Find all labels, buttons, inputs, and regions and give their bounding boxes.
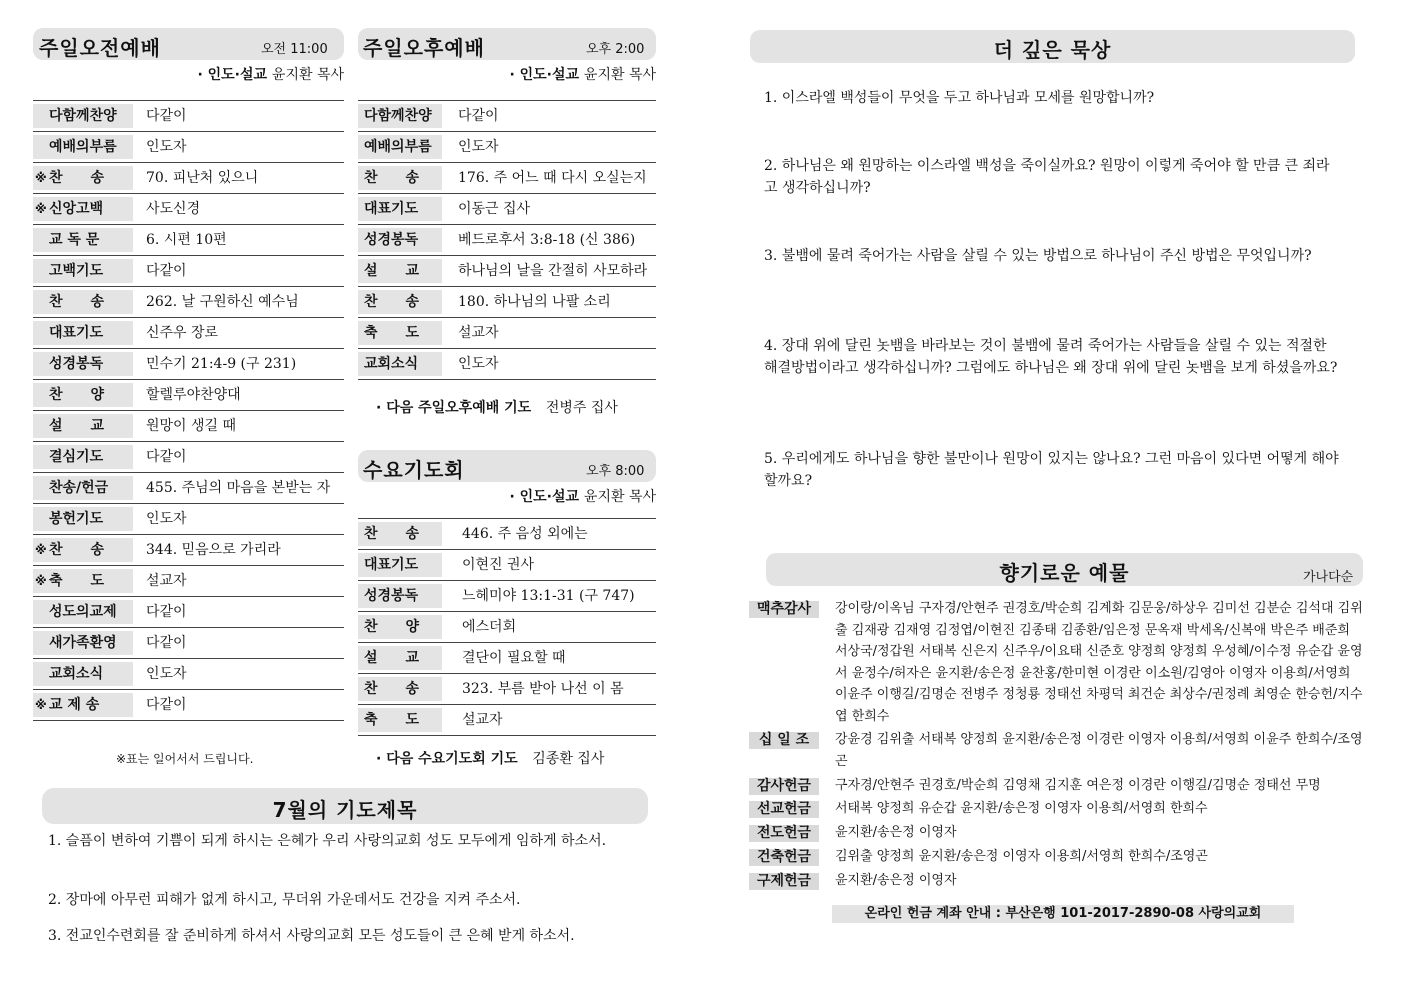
- order-value: 70. 피난처 있으니: [146, 170, 259, 186]
- order-label: 성도의교제: [33, 600, 133, 624]
- order-label: 설 교: [358, 646, 442, 670]
- next-wednesday-prayer-name: 김종환 집사: [532, 751, 605, 767]
- prayer-topics-title: 7월의 기도제목: [272, 798, 418, 822]
- order-value: 인도자: [146, 666, 187, 682]
- order-label: 찬 송: [358, 290, 442, 314]
- order-label: 예배의부름: [33, 135, 133, 159]
- order-label: 대표기도: [358, 197, 442, 221]
- order-label: 찬 양: [358, 615, 442, 639]
- order-label: 다함께찬양: [33, 104, 133, 128]
- order-label: 찬 송: [33, 290, 133, 314]
- afternoon-leader-name: 윤지환 목사: [583, 67, 656, 83]
- afternoon-order-table: [358, 100, 656, 380]
- order-row: [33, 101, 344, 132]
- order-value: 결단이 필요할 때: [462, 650, 566, 666]
- order-row: [33, 473, 344, 504]
- prayer-item-1: 1. 슬픔이 변하여 기쁨이 되게 하시는 은혜가 우리 사랑의교회 성도 모두에게 임하게 하소서.: [48, 833, 607, 849]
- morning-service-header: [33, 28, 344, 60]
- prayer-item-3: 3. 전교인수련회를 잘 준비하게 하셔서 사랑의교회 모든 성도들이 큰 은혜 받게 하소서.: [48, 928, 575, 944]
- order-value: 인도자: [458, 139, 499, 155]
- offering-header: [766, 553, 1363, 586]
- order-label: 교 제 송: [33, 693, 133, 717]
- online-offering-account: 온라인 헌금 계좌 안내 : 부산은행 101-2017-2890-08 사랑의교회: [832, 905, 1294, 923]
- order-label: 찬 송: [33, 166, 133, 190]
- meditation-question-2: 2. 하나님은 왜 원망하는 이스라엘 백성을 죽이실까요? 원망이 이렇게 죽어야 할 만큼 큰 죄라고 생각하십니까?: [764, 158, 1330, 196]
- order-value: 다같이: [146, 263, 187, 279]
- order-value: 323. 부름 받아 나선 이 몸: [462, 681, 624, 697]
- order-row: [33, 287, 344, 318]
- order-label: 성경봉독: [358, 584, 442, 608]
- meditation-question-4: 4. 장대 위에 달린 놋뱀을 바라보는 것이 불뱀에 물려 죽어가는 사람들을 살릴 수 있는 적절한 해결방법이라고 생각하십니까? 그럼에도 하나님은 왜 장대 위에 달린 놋뱀을 보게 하셨을까요?: [764, 338, 1338, 376]
- order-row: [358, 287, 656, 318]
- order-value: 다같이: [146, 604, 187, 620]
- offering-label: 건축헌금: [749, 849, 819, 866]
- order-label: 설 교: [358, 259, 442, 283]
- afternoon-service-time: 오후 2:00: [586, 42, 645, 57]
- order-value: 다같이: [146, 449, 187, 465]
- standing-mark: ※: [35, 698, 47, 712]
- order-label: 다함께찬양: [358, 104, 442, 128]
- standing-note: ※표는 일어서서 드립니다.: [116, 752, 254, 766]
- order-row: [33, 318, 344, 349]
- morning-service-title: 주일오전예배: [39, 36, 161, 60]
- order-row: [358, 318, 656, 349]
- order-value: 다같이: [146, 697, 187, 713]
- order-value: 344. 믿음으로 가리라: [146, 542, 281, 558]
- order-label: 설 교: [33, 414, 133, 438]
- order-row: [33, 597, 344, 628]
- standing-mark: ※: [35, 202, 47, 216]
- order-row: [33, 504, 344, 535]
- order-row: [358, 101, 656, 132]
- order-label: 새가족환영: [33, 631, 133, 655]
- morning-service-time: 오전 11:00: [261, 42, 328, 57]
- order-label: 찬 송: [33, 538, 133, 562]
- meditation-question-5: 5. 우리에게도 하나님을 향한 불만이나 원망이 있지는 않나요? 그런 마음이 있다면 어떻게 해야 할까요?: [764, 451, 1339, 489]
- offering-label: 십 일 조: [749, 732, 819, 749]
- order-row: [33, 659, 344, 690]
- prayer-topics-header: [42, 788, 648, 824]
- next-afternoon-prayer-label: · 다음 주일오후예배 기도: [376, 400, 532, 416]
- order-row: [358, 705, 656, 736]
- order-row: [33, 690, 344, 721]
- order-label: 축 도: [33, 569, 133, 593]
- order-row: [358, 643, 656, 674]
- wednesday-order-table: [358, 518, 656, 736]
- order-label: 성경봉독: [33, 352, 133, 376]
- offering-title: 향기로운 예물: [999, 561, 1130, 585]
- order-value: 이동근 집사: [458, 201, 531, 217]
- order-value: 인도자: [458, 356, 499, 372]
- order-value: 176. 주 어느 때 다시 오실는지: [458, 170, 647, 186]
- offering-label: 감사헌금: [749, 778, 819, 795]
- order-value: 인도자: [146, 139, 187, 155]
- order-value: 느헤미야 13:1-31 (구 747): [462, 588, 635, 604]
- order-row: [358, 349, 656, 380]
- order-row: [33, 256, 344, 287]
- order-value: 455. 주님의 마음을 본받는 자: [146, 480, 331, 496]
- order-value: 다같이: [146, 635, 187, 651]
- order-row: [358, 225, 656, 256]
- offering-names: 구자경/안현주 권경호/박순희 김영채 김지훈 여은정 이경란 이행길/김명순 정태선 무명: [835, 778, 1321, 793]
- meditation-question-1: 1. 이스라엘 백성들이 무엇을 두고 하나님과 모세를 원망합니까?: [764, 90, 1155, 106]
- order-label: 교회소식: [33, 662, 133, 686]
- order-label: 결심기도: [33, 445, 133, 469]
- offering-names: 서태복 양정희 유순갑 윤지환/송은정 이영자 이용희/서영희 한희수: [835, 801, 1208, 816]
- wednesday-leader-name: 윤지환 목사: [583, 489, 656, 505]
- order-row: [33, 163, 344, 194]
- afternoon-service-header: [358, 28, 656, 60]
- morning-leader-label: · 인도·설교: [197, 67, 268, 83]
- order-value: 262. 날 구원하신 예수님: [146, 294, 299, 310]
- order-label: 대표기도: [358, 553, 442, 577]
- order-row: [358, 163, 656, 194]
- order-row: [33, 225, 344, 256]
- order-row: [33, 442, 344, 473]
- order-value: 인도자: [146, 511, 187, 527]
- next-afternoon-prayer: [376, 397, 618, 417]
- afternoon-leader-label: · 인도·설교: [509, 67, 580, 83]
- morning-leader: [100, 64, 344, 84]
- meditation-title: 더 깊은 묵상: [993, 38, 1112, 62]
- order-value: 설교자: [462, 712, 503, 728]
- order-label: 찬 송: [358, 522, 442, 546]
- standing-mark: ※: [35, 543, 47, 557]
- next-afternoon-prayer-name: 전병주 집사: [545, 400, 618, 416]
- offering-names: 강이랑/이옥님 구자경/안현주 권경호/박순희 김계화 김문웅/하상우 김미선 김분순 김석대 김위출 김재광 김재영 김정엽/이현진 김종태 김종환/임은정 문옥재 박세옥/신복애 박은주 배준희 서상국/정갑원 서태복 신은지 신주우/이요태 신준호 양정희 양정희 우성혜/이수정 유순갑 윤영서 윤정수/허자은 윤지환/송은정 윤찬홍/한미현 이경란 이소원/김영아 이영자 이용희/서영희 이윤주 이행길/김명순 전병주 정청룡 정태선 차평덕 최건순 최상수/권정례 최영순 한승헌/지수엽 한희수: [835, 601, 1363, 724]
- order-value: 할렐루야찬양대: [146, 387, 241, 403]
- order-label: 찬 송: [358, 166, 442, 190]
- order-row: [33, 380, 344, 411]
- order-row: [33, 411, 344, 442]
- order-value: 원망이 생길 때: [146, 418, 237, 434]
- order-label: 예배의부름: [358, 135, 442, 159]
- order-row: [358, 612, 656, 643]
- order-row: [358, 256, 656, 287]
- offering-label: 구제헌금: [749, 873, 819, 890]
- order-row: [358, 581, 656, 612]
- order-value: 446. 주 음성 외에는: [462, 526, 588, 542]
- order-label: 찬 양: [33, 383, 133, 407]
- order-row: [33, 535, 344, 566]
- order-value: 베드로후서 3:8-18 (신 386): [458, 232, 636, 248]
- order-value: 민수기 21:4-9 (구 231): [146, 356, 297, 372]
- order-row: [358, 550, 656, 581]
- order-value: 다같이: [458, 108, 499, 124]
- order-value: 신주우 장로: [146, 325, 219, 341]
- order-row: [33, 566, 344, 597]
- order-value: 180. 하나님의 나팔 소리: [458, 294, 611, 310]
- order-row: [358, 674, 656, 705]
- order-label: 축 도: [358, 708, 442, 732]
- order-row: [33, 349, 344, 380]
- next-wednesday-prayer-label: · 다음 수요기도회 기도: [376, 751, 518, 767]
- meditation-question-3: 3. 불뱀에 물려 죽어가는 사람을 살릴 수 있는 방법으로 하나님이 주신 방법은 무엇입니까?: [764, 248, 1312, 264]
- order-row: [33, 628, 344, 659]
- order-value: 이현진 권사: [462, 557, 535, 573]
- offering-order-note: 가나다순: [1303, 570, 1354, 585]
- order-row: [358, 194, 656, 225]
- order-label: 찬송/헌금: [33, 476, 133, 500]
- order-value: 6. 시편 10편: [146, 232, 227, 248]
- wednesday-service-title: 수요기도회: [363, 458, 465, 482]
- offering-label: 전도헌금: [749, 825, 819, 842]
- order-label: 교 독 문: [33, 228, 133, 252]
- offering-names: 윤지환/송은정 이영자: [835, 825, 957, 840]
- order-value: 다같이: [146, 108, 187, 124]
- offering-names: 강윤경 김위출 서태복 양정희 윤지환/송은정 이경란 이영자 이용희/서영희 이윤주 한희수/조영곤: [835, 732, 1363, 769]
- order-value: 사도신경: [146, 201, 201, 217]
- order-value: 하나님의 날을 간절히 사모하라: [458, 263, 648, 279]
- standing-mark: ※: [35, 574, 47, 588]
- wednesday-service-header: [358, 450, 656, 482]
- order-value: 설교자: [146, 573, 187, 589]
- offering-names: 김위출 양정희 윤지환/송은정 이영자 이용희/서영희 한희수/조영곤: [835, 849, 1208, 864]
- prayer-item-2: 2. 장마에 아무런 피해가 없게 하시고, 무더위 가운데서도 건강을 지켜 주소서.: [48, 892, 521, 908]
- wednesday-leader: [420, 486, 656, 506]
- wednesday-service-time: 오후 8:00: [586, 464, 645, 479]
- wednesday-leader-label: · 인도·설교: [509, 489, 580, 505]
- morning-leader-name: 윤지환 목사: [271, 67, 344, 83]
- order-label: 고백기도: [33, 259, 133, 283]
- offering-label: 맥추감사: [749, 601, 819, 618]
- order-label: 성경봉독: [358, 228, 442, 252]
- order-label: 교회소식: [358, 352, 442, 376]
- order-value: 설교자: [458, 325, 499, 341]
- order-label: 봉헌기도: [33, 507, 133, 531]
- order-label: 대표기도: [33, 321, 133, 345]
- meditation-header: [750, 30, 1355, 63]
- offering-label: 선교헌금: [749, 801, 819, 818]
- offering-names: 윤지환/송은정 이영자: [835, 873, 957, 888]
- order-row: [358, 519, 656, 550]
- afternoon-service-title: 주일오후예배: [363, 36, 485, 60]
- morning-order-table: [33, 100, 344, 721]
- order-label: 축 도: [358, 321, 442, 345]
- order-row: [33, 194, 344, 225]
- order-label: 신앙고백: [33, 197, 133, 221]
- standing-mark: ※: [35, 171, 47, 185]
- order-label: 찬 송: [358, 677, 442, 701]
- next-wednesday-prayer: [376, 748, 604, 768]
- afternoon-leader: [420, 64, 656, 84]
- order-row: [33, 132, 344, 163]
- order-row: [358, 132, 656, 163]
- order-value: 에스더회: [462, 619, 517, 635]
